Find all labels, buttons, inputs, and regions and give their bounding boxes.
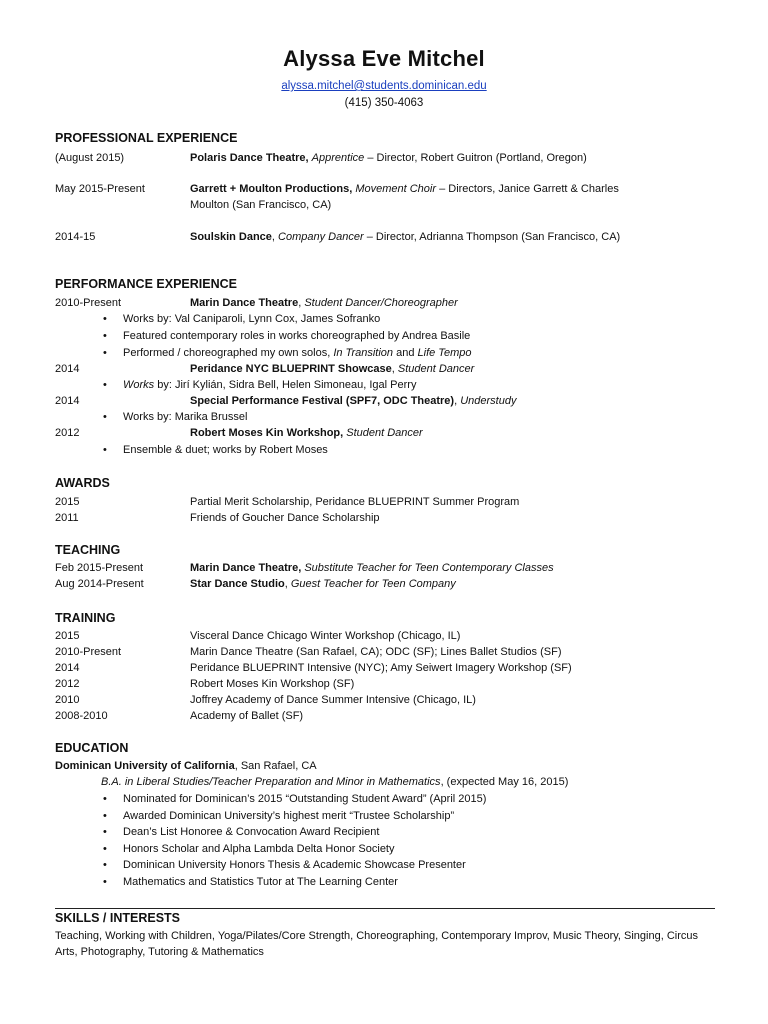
award-date: 2015	[55, 496, 80, 508]
award-date: 2011	[55, 512, 79, 524]
section-heading-professional: PROFESSIONAL EXPERIENCE	[55, 131, 238, 145]
award-text: Friends of Goucher Dance Scholarship	[190, 512, 380, 524]
teaching-text: Star Dance Studio, Guest Teacher for Teen Company	[190, 578, 456, 590]
teaching-text: Marin Dance Theatre, Substitute Teacher for Teen Contemporary Classes	[190, 562, 554, 574]
bullet-text: Ensemble & duet; works by Robert Moses	[123, 444, 328, 456]
entry-rest: – Directors, Janice Garrett & Charles Moulton (San Francisco, CA)	[190, 183, 619, 211]
entry-org: Soulskin Dance	[190, 231, 272, 243]
entry-text	[190, 181, 640, 213]
entry-org: Garrett + Moulton Productions,	[190, 183, 353, 195]
entry-text: Soulskin Dance, Company Dancer – Director, Adrianna Thompson (San Francisco, CA)	[190, 231, 621, 243]
section-divider	[55, 908, 715, 909]
section-heading-performance: PERFORMANCE EXPERIENCE	[55, 277, 237, 291]
entry-role: Company Dancer	[278, 231, 364, 243]
teaching-date: Feb 2015-Present	[55, 562, 144, 574]
bullet-text: Featured contemporary roles in works choreographed by Andrea Basile	[123, 330, 471, 342]
bullet-text: Works by: Jirí Kylián, Sidra Bell, Helen Simoneau, Igal Perry	[123, 379, 417, 391]
entry-date: 2014	[55, 395, 80, 407]
entry-org: Robert Moses Kin Workshop,	[190, 427, 344, 439]
resume-page: Alyssa Eve Mitchel alyssa.mitchel@students.dominican.edu (415) 350-4063 PROFESSIONAL EXPERIENCE (August 2015) Polaris Dance Theatre, Apprentice – Director, Robert Guitron (Portland, Oregon) May 2015-Present Garrett + Moulton Productions, Movement Choir – Directors, Janice Garrett & Charles Moulton (San Francisco, CA) 2014-15 Soulskin Dance, Company Dancer – Director, Adrianna Thompson (San Francisco, CA) PERFORMANCE EXPERIENCE 2010-Present Marin Dance Theatre, Student Dancer/Choreographer • Works by: Val Caniparoli, Lynn Cox, James Sofranko • Featured contemporary roles in works choreographed by Andrea Basile • Performed / choreographed my own solos, In Transition and Life Tempo 2014 Peridance NYC BLUEPRINT Showcase, Student Dancer • Works by: Jirí Kylián, Sidra Bell, Helen Simoneau, Igal Perry 2014 Special Performance Festival (SPF7, ODC Theatre), Understudy • Works by: Marika Brussel 2012 Robert Moses Kin Workshop, Student Dancer • Ensemble & duet; works by Robert Moses AWARDS 2015 Partial Merit Scholarship, Peridance BLUEPRINT Summer Program 2011 Friends of Goucher Dance Scholarship TEACHING Feb 2015-Present Marin Dance Theatre, Substitute Teacher for Teen Contemporary Classes Aug 2014-Present Star Dance Studio, Guest Teacher for Teen Company TRAINING 2015 Visceral Dance Chicago Winter Workshop (Chicago, IL) 2010-Present Marin Dance Theatre (San Rafael, CA); ODC (SF); Lines Ballet Studios (SF) 2014 Peridance BLUEPRINT Intensive (NYC); Amy Seiwert Imagery Workshop (SF) 2012 Robert Moses Kin Workshop (SF) 2010 Joffrey Academy of Dance Summer Intensive (Chicago, IL) 2008-2010 Academy of Ballet (SF) EDUCATION Dominican University of California, San Rafael, CA B.A. in Liberal Studies/Teacher Preparation and Minor in Mathematics, (expected May 16, 2015) • Nominated for Dominican’s 2015 “Outstanding Student Award” (April 2015) • Awarded Dominican University’s highest merit “Trustee Scholarship” • Dean’s List Honoree & Convocation Award Recipient • Honors Scholar and Alpha Lambda Delta Honor Society • Dominican University Honors Thesis & Academic Showcase Presenter • Mathematics and Statistics Tutor at The Learning Center SKILLS / INTERESTS Teaching, Working with Children, Yoga/Pilates/Core Strength, Choreographing, Contemporary Improv, Music Theory, Singing, Circus Arts, Photography, Tutoring & Mathematics	[0, 0, 768, 1024]
bullet-text: Works by: Val Caniparoli, Lynn Cox, James Sofranko	[123, 313, 381, 325]
teaching-date: Aug 2014-Present	[55, 578, 144, 590]
skills-text: Teaching, Working with Children, Yoga/Pilates/Core Strength, Choreographing, Contemporary Improv, Music Theory, Singing, Circus Arts, Photography, Tutoring & Mathematics	[55, 930, 699, 958]
section-heading-training: TRAINING	[55, 611, 116, 625]
entry-date: May 2015-Present	[55, 183, 145, 195]
bullet-text: Performed / choreographed my own solos, In Transition and Life Tempo	[123, 347, 472, 359]
section-heading-awards: AWARDS	[55, 476, 110, 490]
section-heading-teaching: TEACHING	[55, 543, 121, 557]
section-heading-education: EDUCATION	[55, 741, 129, 755]
education-school: Dominican University of California, San Rafael, CA	[55, 760, 317, 772]
phone-number: (415) 350-4063	[344, 97, 424, 109]
entry-role: Understudy	[460, 395, 517, 407]
resume-name: Alyssa Eve Mitchel	[283, 46, 485, 71]
entry-org: Polaris Dance Theatre,	[190, 152, 309, 164]
award-text: Partial Merit Scholarship, Peridance BLUEPRINT Summer Program	[190, 496, 520, 508]
entry-role: Movement Choir	[355, 183, 437, 195]
entry-date: 2014	[55, 363, 80, 375]
entry-org: Peridance NYC BLUEPRINT Showcase	[190, 363, 392, 375]
entry-date: 2010-Present	[55, 297, 122, 309]
entry-org: Special Performance Festival (SPF7, ODC Theatre)	[190, 395, 455, 407]
entry-date: (August 2015)	[55, 152, 125, 164]
entry-text: Special Performance Festival (SPF7, ODC Theatre), Understudy	[190, 395, 517, 407]
entry-role: Student Dancer	[346, 427, 423, 439]
section-heading-skills: SKILLS / INTERESTS	[55, 911, 181, 925]
entry-org: Marin Dance Theatre	[190, 297, 299, 309]
entry-rest: – Director, Adrianna Thompson (San Francisco, CA)	[363, 231, 621, 243]
entry-role: Student Dancer	[397, 363, 475, 375]
entry-date: 2014-15	[55, 231, 96, 243]
education-degree: B.A. in Liberal Studies/Teacher Preparation and Minor in Mathematics, (expected May 16, 2015)	[101, 776, 569, 788]
entry-text	[190, 425, 690, 441]
entry-text	[190, 150, 690, 166]
entry-text: Peridance NYC BLUEPRINT Showcase, Student Dancer	[190, 363, 475, 375]
entry-role: Student Dancer/Choreographer	[304, 297, 458, 309]
email-link[interactable]: alyssa.mitchel@students.dominican.edu	[281, 80, 487, 92]
bullet-text: Works by: Marika Brussel	[123, 411, 248, 423]
entry-role: Apprentice	[311, 152, 365, 164]
entry-rest: – Director, Robert Guitron (Portland, Oregon)	[364, 152, 587, 164]
entry-date: 2012	[55, 427, 80, 439]
entry-text: Marin Dance Theatre, Student Dancer/Choreographer	[190, 297, 458, 309]
